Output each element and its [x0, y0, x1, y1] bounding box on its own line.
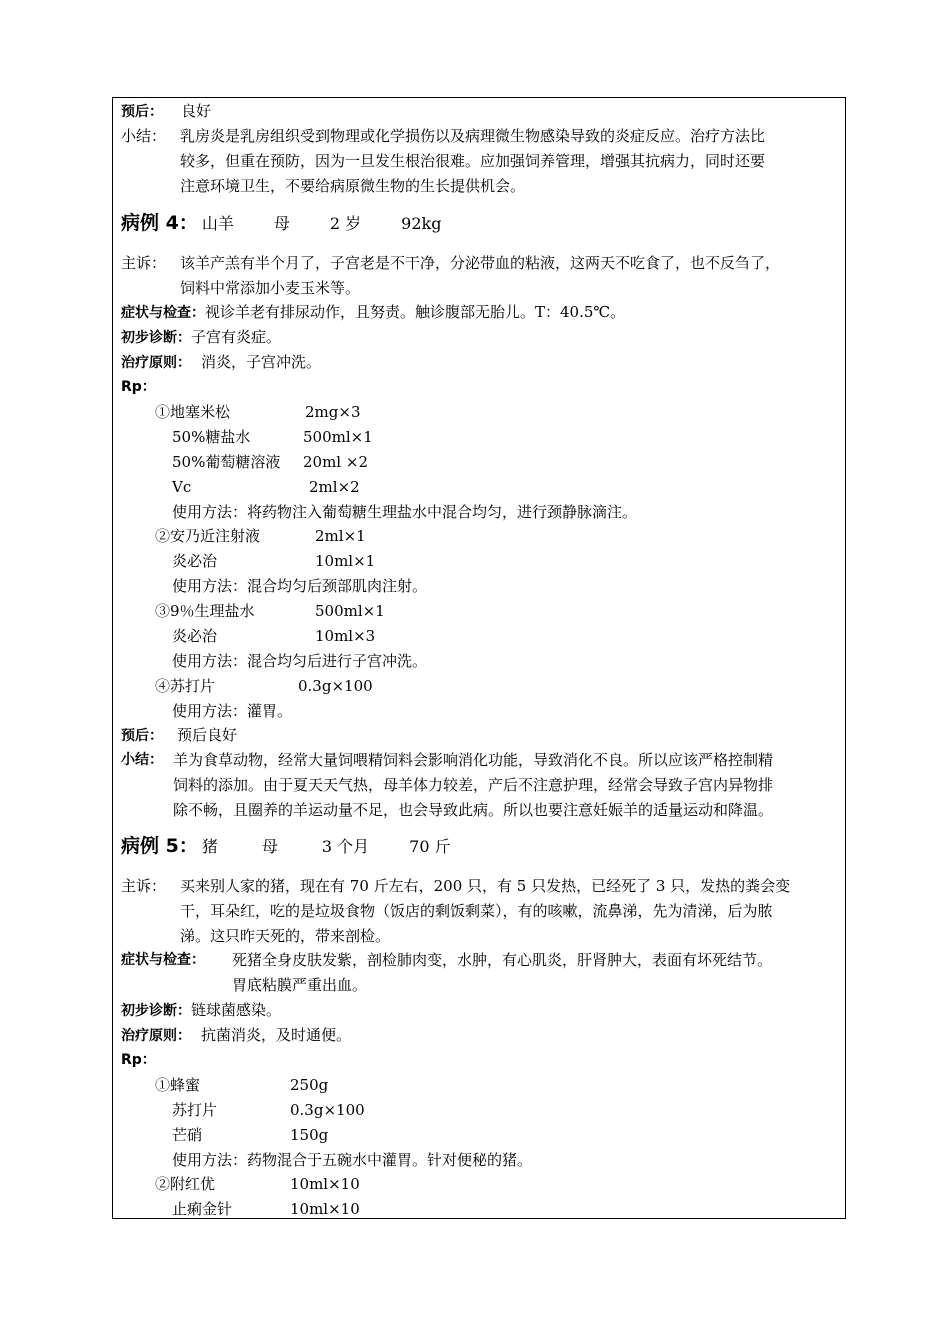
case4-principle-value: 消炎，子宫冲洗。 [201, 353, 322, 371]
case4-complaint-label: 主诉： [121, 254, 167, 272]
case4-complaint-line: 饲料中常添加小麦玉米等。 [180, 279, 361, 297]
case4-principle-label: 治疗原则： [121, 355, 191, 371]
rx-dose: 2ml×1 [315, 527, 366, 545]
rx-dose: 250g [290, 1076, 329, 1094]
prognosis-label: 预后： [121, 104, 163, 120]
case4-summary-line: 饲料的添加。由于夏天天气热，母羊体力较差，产后不注意护理，经常会导致子宫内异物排 [173, 776, 774, 794]
rx-drug: 炎必治 [172, 627, 218, 645]
rx-dose: 2mg×3 [305, 403, 361, 421]
case5-diagnosis-value: 链球菌感染。 [191, 1001, 282, 1019]
rx-drug: ①蜂蜜 [155, 1076, 201, 1094]
case4-complaint-line: 该羊产羔有半个月了，子宫老是不干净，分泌带血的粘液，这两天不吃食了，也不反刍了， [180, 254, 781, 272]
rx-dose: 10ml×1 [315, 552, 376, 570]
case4-rp-label: Rp： [121, 379, 156, 395]
rx-dose: 10ml×10 [290, 1200, 360, 1218]
rx-drug: 炎必治 [172, 552, 218, 570]
rx-drug: 苏打片 [172, 1101, 218, 1119]
rx-usage: 使用方法：将药物注入葡萄糖生理盐水中混合均匀，进行颈静脉滴注。 [172, 503, 638, 521]
summary-line: 较多，但重在预防，因为一旦发生根治很难。应加强饲养管理，增强其抗病力，同时还要 [180, 152, 766, 170]
case4-diagnosis-value: 子宫有炎症。 [191, 328, 282, 346]
rx-dose: 500ml×1 [315, 602, 385, 620]
rx-dose: 10ml×10 [290, 1175, 360, 1193]
case4-exam-label: 症状与检查： [121, 305, 205, 321]
rx-drug: 止痢金针 [172, 1200, 233, 1218]
rx-dose: 500ml×1 [303, 428, 373, 446]
rx-drug: ①地塞米松 [155, 403, 231, 421]
case5-rp-label: Rp： [121, 1052, 156, 1068]
rx-dose: 0.3g×100 [290, 1101, 365, 1119]
case4-summary-line: 羊为食草动物，经常大量饲喂精饲料会影响消化功能，导致消化不良。所以应该严格控制精 [173, 751, 774, 769]
case5-heading [121, 832, 451, 860]
rx-usage: 使用方法：混合均匀后颈部肌肉注射。 [172, 577, 428, 595]
rx-usage: 使用方法：药物混合于五碗水中灌胃。针对便秘的猪。 [172, 1151, 533, 1169]
prognosis-row [121, 101, 211, 122]
rx-drug: 芒硝 [172, 1126, 203, 1144]
case4-prognosis-label: 预后： [121, 728, 163, 744]
summary-label: 小结： [121, 127, 167, 145]
case5-exam-label: 症状与检查： [121, 952, 205, 968]
case5-title: 病例 5： [121, 835, 198, 857]
case4-diagnosis-row [121, 327, 281, 348]
case5-exam-line: 死猪全身皮肤发紫，剖检肺肉变，水肿，有心肌炎，肝肾肿大，表面有坏死结节。 [232, 951, 773, 969]
rx-dose: 2ml×2 [309, 478, 360, 496]
rx-dose: 10ml×3 [315, 627, 376, 645]
rx-drug: ②安乃近注射液 [155, 527, 261, 545]
prognosis-value: 良好 [181, 102, 212, 120]
case5-principle-value: 抗菌消炎，及时通便。 [201, 1026, 352, 1044]
case4-animal: 山羊 [201, 214, 234, 233]
case4-age: 2 岁 [329, 214, 362, 233]
rx-dose: 0.3g×100 [298, 677, 373, 695]
case4-diagnosis-label: 初步诊断： [121, 330, 191, 346]
case5-principle-label: 治疗原则： [121, 1028, 191, 1044]
rx-drug: Vc [172, 478, 192, 496]
rx-dose: 20ml ×2 [303, 453, 368, 471]
case5-complaint-line: 买来别人家的猪，现在有 70 斤左右，200 只，有 5 只发热，已经死了 3 只，发热的粪会变 [180, 877, 791, 895]
case4-heading [121, 209, 441, 237]
case5-animal: 猪 [201, 837, 218, 856]
summary-line: 注意环境卫生，不要给病原微生物的生长提供机会。 [180, 177, 526, 195]
case4-sex: 母 [273, 214, 290, 233]
case5-complaint-line: 干，耳朵红，吃的是垃圾食物（饭店的剩饭剩菜），有的咳嗽，流鼻涕，先为清涕，后为脓 [180, 902, 773, 920]
rx-drug: ④苏打片 [155, 677, 216, 695]
case4-prognosis-value: 预后良好 [177, 726, 238, 744]
rx-dose: 150g [290, 1126, 329, 1144]
rx-drug: ②附红优 [155, 1175, 216, 1193]
case5-weight: 70 斤 [409, 837, 451, 856]
rx-usage: 使用方法：灌胃。 [172, 702, 293, 720]
case4-weight: 92kg [401, 214, 442, 233]
case4-prognosis-row [121, 725, 237, 746]
case5-sex: 母 [261, 837, 278, 856]
rx-drug: 50%糖盐水 [172, 428, 251, 446]
case5-diagnosis-label: 初步诊断： [121, 1003, 191, 1019]
case5-principle-row [121, 1025, 351, 1046]
case4-summary-label: 小结： [121, 752, 163, 768]
rx-drug: ③9％生理盐水 [155, 602, 255, 620]
case4-summary-line: 除不畅，且圈养的羊运动量不足，也会导致此病。所以也要注意妊娠羊的适量运动和降温。 [173, 801, 774, 819]
case5-complaint-label: 主诉： [121, 877, 167, 895]
summary-line: 乳房炎是乳房组织受到物理或化学损伤以及病理微生物感染导致的炎症反应。治疗方法比 [180, 127, 766, 145]
case5-age: 3 个月 [321, 837, 370, 856]
case5-complaint-line: 涕。这只昨天死的，带来剖检。 [180, 927, 391, 945]
case4-exam-value: 视诊羊老有排尿动作，且努责。触诊腹部无胎儿。T：40.5℃。 [205, 303, 626, 321]
rx-drug: 50%葡萄糖溶液 [172, 453, 281, 471]
case4-principle-row [121, 352, 321, 373]
case5-exam-line: 胃底粘膜严重出血。 [232, 976, 368, 994]
case5-diagnosis-row [121, 1000, 281, 1021]
case4-title: 病例 4： [121, 212, 198, 234]
rx-usage: 使用方法：混合均匀后进行子宫冲洗。 [172, 652, 428, 670]
case4-exam-row [121, 302, 625, 323]
